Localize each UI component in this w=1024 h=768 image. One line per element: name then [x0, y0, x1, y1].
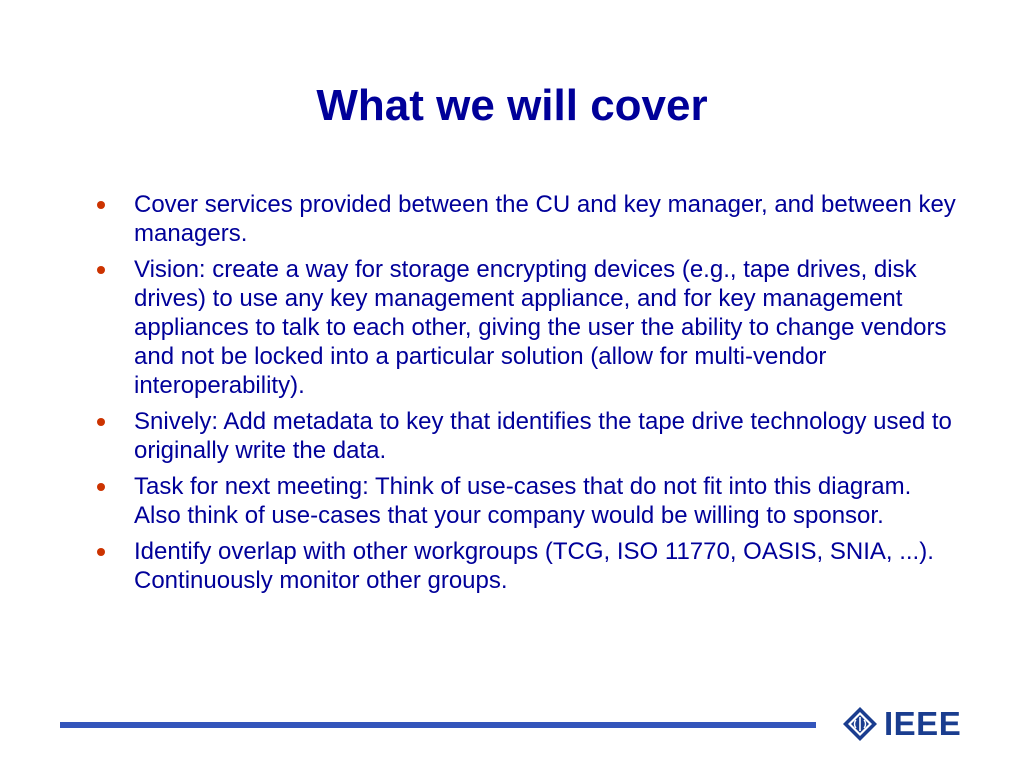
- bullet-item: [96, 255, 956, 400]
- ieee-diamond-logo-icon: [842, 706, 878, 742]
- slide-title: What we will cover: [316, 81, 708, 130]
- bullet-dot-icon: [97, 266, 105, 274]
- bullet-list: [96, 190, 956, 602]
- bullet-dot-icon: [97, 418, 105, 426]
- bullet-item: [96, 190, 956, 248]
- bullet-text: Task for next meeting: Think of use-cases that do not fit into this diagram. Also think of use-cases that your company would be willing to sponsor.: [134, 473, 912, 529]
- bullet-text: Vision: create a way for storage encrypting devices (e.g., tape drives, disk drives) to use any key management appliance, and for key management appliances to talk to each other, giving the user the ability to change vendors and not be locked into a particular solution (allow for multi-vendor interoperability).: [134, 256, 947, 399]
- bullet-item: [96, 537, 956, 595]
- bullet-dot-icon: [97, 548, 105, 556]
- bullet-text: Identify overlap with other workgroups (TCG, ISO 11770, OASIS, SNIA, ...). Continuously monitor other groups.: [134, 538, 934, 594]
- footer-rule: [60, 722, 816, 728]
- bullet-item: [96, 407, 956, 465]
- bullet-text: Cover services provided between the CU and key manager, and between key managers.: [134, 191, 956, 247]
- bullet-text: Snively: Add metadata to key that identifies the tape drive technology used to originally write the data.: [134, 408, 952, 464]
- bullet-dot-icon: [97, 483, 105, 491]
- ieee-logo-text: IEEE: [884, 705, 962, 742]
- bullet-item: [96, 472, 956, 530]
- bullet-dot-icon: [97, 201, 105, 209]
- ieee-logo: [842, 702, 961, 746]
